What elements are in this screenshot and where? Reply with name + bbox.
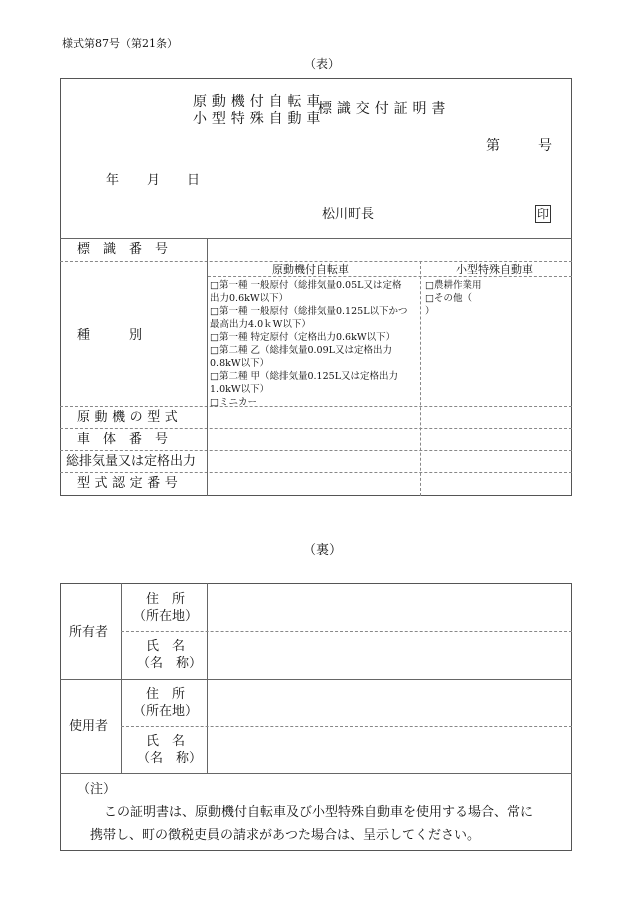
number-suffix: 号 (538, 138, 552, 154)
title-certificate: 標識交付証明書 (318, 101, 451, 117)
divider (121, 726, 572, 727)
user-address-label: 住 所 (146, 687, 186, 702)
moped-option-cont: 出力0.6kW以下） (210, 293, 289, 304)
divider (60, 773, 572, 774)
divider (60, 679, 572, 680)
divider (60, 428, 572, 429)
moped-option[interactable]: □ミニカー (210, 397, 257, 408)
header-special: 小型特殊自動車 (456, 263, 533, 276)
owner-label: 所有者 (69, 625, 109, 640)
user-label: 使用者 (69, 719, 109, 734)
user-name-label: 氏 名 (146, 734, 186, 749)
user-name-sub: （名 称） (137, 751, 203, 766)
divider (60, 406, 572, 407)
divider (121, 583, 122, 773)
owner-name-sub: （名 称） (137, 656, 203, 671)
moped-option[interactable]: □第二種 乙（総排気量0.09L又は定格出力 (210, 345, 392, 356)
divider (60, 238, 572, 239)
moped-option[interactable]: □第一種 特定原付（定格出力0.6kW以下） (210, 332, 396, 343)
label-type-approval: 型式認定番号 (77, 476, 183, 491)
divider (60, 472, 572, 473)
divider (207, 238, 208, 496)
title-moped: 原動機付自転車 (193, 94, 326, 110)
divider (121, 631, 572, 632)
seal-mark: 印 (537, 207, 550, 221)
divider (208, 276, 572, 277)
header-moped: 原動機付自転車 (272, 263, 349, 276)
title-special: 小型特殊自動車 (193, 111, 326, 127)
divider (420, 261, 421, 496)
number-prefix: 第 (486, 138, 500, 154)
divider (60, 450, 572, 451)
date-day: 日 (187, 173, 201, 188)
label-body-number: 車 体 番 号 (77, 432, 169, 447)
date-year: 年 (106, 173, 120, 188)
user-address-sub: （所在地） (133, 704, 199, 719)
special-option[interactable]: □農耕作業用 (425, 280, 482, 291)
back-label: （裏） (303, 543, 343, 558)
date-month: 月 (147, 173, 161, 188)
note-label: （注） (77, 782, 117, 797)
label-plate-number: 標 識 番 号 (77, 242, 169, 257)
front-label: （表） (304, 57, 341, 71)
label-category: 種 別 (77, 328, 143, 343)
owner-name-label: 氏 名 (146, 639, 186, 654)
note-line-1: この証明書は、原動機付自転車及び小型特殊自動車を使用する場合、常に (104, 805, 534, 820)
divider (60, 261, 572, 262)
issuer: 松川町長 (322, 207, 375, 222)
label-displacement: 総排気量又は定格出力 (66, 454, 197, 469)
moped-option[interactable]: □第二種 甲（総排気量0.125L又は定格出力 (210, 371, 399, 382)
owner-address-label: 住 所 (146, 592, 186, 607)
special-option-close: ） (425, 306, 435, 317)
moped-option-cont: 1.0kW以下） (210, 384, 270, 395)
note-line-2: 携帯し、町の徴税吏員の請求があつた場合は、呈示してください。 (90, 828, 481, 843)
special-option[interactable]: □その他（ (425, 293, 472, 304)
moped-option[interactable]: □第一種 一般原付（総排気量0.05L又は定格 (210, 280, 402, 291)
divider (207, 583, 208, 773)
owner-address-sub: （所在地） (133, 609, 199, 624)
label-engine-model: 原動機の型式 (77, 410, 183, 425)
form-number: 様式第87号（第21条） (62, 37, 178, 50)
moped-option-cont: 0.8kW以下） (210, 358, 270, 369)
moped-option-cont: 最高出力4.0ｋW以下） (210, 319, 311, 330)
moped-option[interactable]: □第一種 一般原付（総排気量0.125L以下かつ (210, 306, 408, 317)
